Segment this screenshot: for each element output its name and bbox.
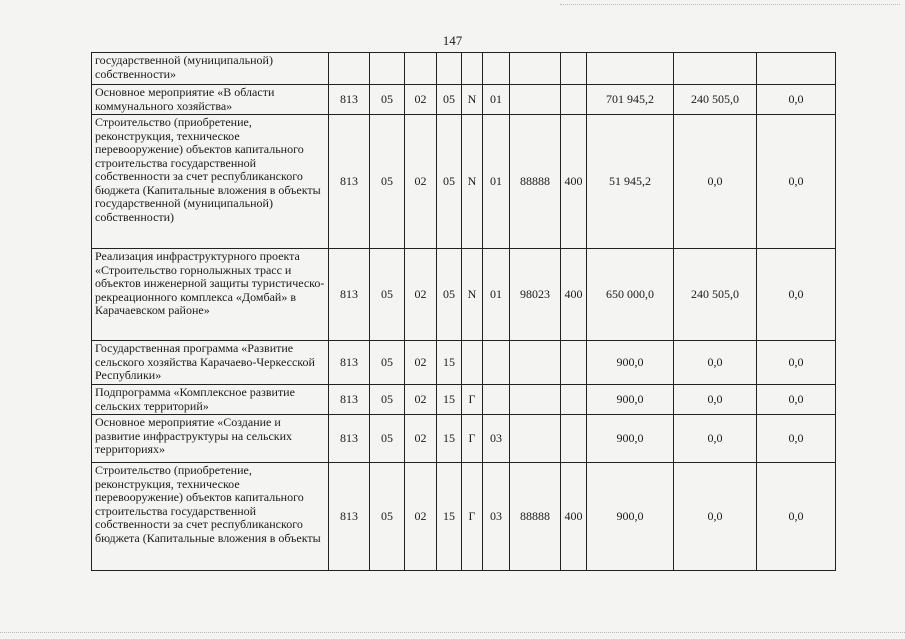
cell-year-2: 0,0 (674, 415, 757, 463)
cell-year-3: 0,0 (757, 385, 836, 415)
cell-direction: 98023 (510, 249, 561, 341)
cell-year-1: 900,0 (587, 385, 674, 415)
cell-event: 03 (483, 415, 510, 463)
cell-rz: 05 (370, 341, 405, 385)
cell-program: 15 (437, 415, 462, 463)
cell-rz (370, 53, 405, 85)
table-row (85, 385, 836, 415)
cell-rz: 05 (370, 463, 405, 571)
row-name: Подпрограмма «Комплексное развитие сельских территорий» (92, 385, 329, 415)
cell-grbs: 813 (329, 463, 370, 571)
cell-vr (561, 53, 587, 85)
table-row (85, 85, 836, 115)
cell-vr (561, 85, 587, 115)
cell-rz: 05 (370, 85, 405, 115)
cell-year-2: 240 505,0 (674, 249, 757, 341)
cell-subprogram: N (462, 115, 483, 249)
scan-artifact-bottom (0, 632, 905, 633)
cell-pr: 02 (405, 341, 437, 385)
cell-vr: 400 (561, 249, 587, 341)
cell-rz: 05 (370, 415, 405, 463)
cell-year-2: 0,0 (674, 463, 757, 571)
cell-direction: 88888 (510, 463, 561, 571)
cell-event (483, 53, 510, 85)
row-name: Строительство (приобретение, реконструкция, техническое перевооружение) объектов капитального строительства государственной собственности за счет республиканского бюджета (Капитальные вложения в объекты (92, 463, 329, 571)
cell-year-2 (674, 53, 757, 85)
cell-year-1: 900,0 (587, 341, 674, 385)
cell-year-3: 0,0 (757, 115, 836, 249)
cell-grbs: 813 (329, 341, 370, 385)
cell-year-3: 0,0 (757, 341, 836, 385)
cell-program: 05 (437, 115, 462, 249)
row-name: Строительство (приобретение, реконструкция, техническое перевооружение) объектов капитального строительства государственной собственности за счет республиканского бюджета (Капитальные вложения в объекты государственной (муниципальной) собственности) (92, 115, 329, 249)
row-name: государственной (муниципальной) собственности» (92, 53, 329, 85)
cell-vr (561, 385, 587, 415)
cell-subprogram (462, 53, 483, 85)
cell-rz: 05 (370, 249, 405, 341)
cell-pr: 02 (405, 415, 437, 463)
cell-year-1: 701 945,2 (587, 85, 674, 115)
row-name: Основное мероприятие «Создание и развитие инфраструктуры на сельских территориях» (92, 415, 329, 463)
cell-year-2: 0,0 (674, 115, 757, 249)
cell-year-3: 0,0 (757, 415, 836, 463)
row-name: Реализация инфраструктурного проекта «Строительство горнолыжных трасс и объектов инженерной защиты туристическо-рекреационного комплекса «Домбай» в Карачаевском районе» (92, 249, 329, 341)
cell-vr (561, 415, 587, 463)
cell-year-2: 0,0 (674, 385, 757, 415)
cell-grbs: 813 (329, 415, 370, 463)
cell-direction (510, 385, 561, 415)
cell-event: 03 (483, 463, 510, 571)
budget-table (85, 52, 836, 571)
cell-subprogram: N (462, 249, 483, 341)
cell-grbs: 813 (329, 385, 370, 415)
scan-artifact-top (560, 4, 900, 5)
cell-year-1: 900,0 (587, 463, 674, 571)
cell-rz: 05 (370, 115, 405, 249)
cell-year-2: 0,0 (674, 341, 757, 385)
cell-pr: 02 (405, 85, 437, 115)
cell-vr: 400 (561, 463, 587, 571)
cell-year-1 (587, 53, 674, 85)
cell-vr (561, 341, 587, 385)
cell-subprogram: Г (462, 385, 483, 415)
page-number: 147 (442, 33, 463, 48)
cell-pr: 02 (405, 463, 437, 571)
cell-year-3: 0,0 (757, 463, 836, 571)
cell-rz: 05 (370, 385, 405, 415)
table-row (85, 249, 836, 341)
cell-grbs: 813 (329, 85, 370, 115)
cell-grbs: 813 (329, 115, 370, 249)
cell-direction (510, 415, 561, 463)
cell-program: 05 (437, 249, 462, 341)
cell-pr: 02 (405, 385, 437, 415)
cell-program: 15 (437, 385, 462, 415)
cell-year-3: 0,0 (757, 85, 836, 115)
cell-direction (510, 53, 561, 85)
cell-pr: 02 (405, 115, 437, 249)
cell-vr: 400 (561, 115, 587, 249)
table-row (85, 53, 836, 85)
cell-pr: 02 (405, 249, 437, 341)
cell-program: 05 (437, 85, 462, 115)
cell-direction (510, 85, 561, 115)
cell-year-3: 0,0 (757, 249, 836, 341)
cell-event (483, 385, 510, 415)
cell-subprogram: N (462, 85, 483, 115)
table-row (85, 341, 836, 385)
cell-subprogram: Г (462, 415, 483, 463)
cell-subprogram: Г (462, 463, 483, 571)
table-row (85, 115, 836, 249)
cell-event (483, 341, 510, 385)
cell-direction (510, 341, 561, 385)
row-name: Государственная программа «Развитие сельского хозяйства Карачаево-Черкесской Республики» (92, 341, 329, 385)
cell-year-1: 650 000,0 (587, 249, 674, 341)
cell-pr (405, 53, 437, 85)
row-name: Основное мероприятие «В области коммунального хозяйства» (92, 85, 329, 115)
cell-year-2: 240 505,0 (674, 85, 757, 115)
table-row (85, 463, 836, 571)
cell-year-3 (757, 53, 836, 85)
cell-year-1: 51 945,2 (587, 115, 674, 249)
table-row (85, 415, 836, 463)
cell-direction: 88888 (510, 115, 561, 249)
cell-year-1: 900,0 (587, 415, 674, 463)
cell-grbs (329, 53, 370, 85)
cell-program: 15 (437, 463, 462, 571)
cell-event: 01 (483, 115, 510, 249)
cell-event: 01 (483, 249, 510, 341)
cell-program: 15 (437, 341, 462, 385)
cell-program (437, 53, 462, 85)
cell-grbs: 813 (329, 249, 370, 341)
cell-subprogram (462, 341, 483, 385)
cell-event: 01 (483, 85, 510, 115)
